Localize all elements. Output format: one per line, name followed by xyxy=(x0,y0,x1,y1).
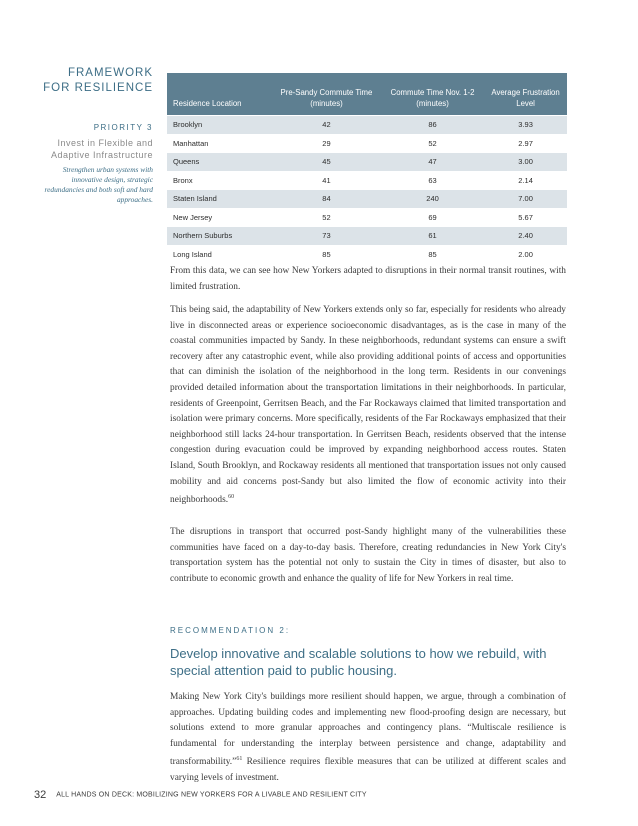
priority-title-line1: Invest in Flexible and xyxy=(57,138,153,148)
footnote-ref: 61 xyxy=(236,756,243,763)
table-row xyxy=(167,208,567,227)
table-cell: 3.00 xyxy=(484,153,567,172)
table-cell: Long Island xyxy=(167,245,272,263)
table-cell: 2.40 xyxy=(484,227,567,246)
paragraph-text: This being said, the adaptability of New Yorkers extends only so far, especially for residents who already live in disconnected areas or experience socioeconomic disadvantages, as is the case in many of the coastal communities impacted by Sandy. In these neighborhoods, redundant systems can ensure a swift recovery after any catastrophic event, while also providing additional points of access and opportunities that can diminish the isolation of the neighborhood in the long term. Residents in our convenings provided detailed information about the transportation limitations in their neighborhoods. In particular, residents of Greenpoint, Gerritsen Beach, and the Far Rockaways claimed that limited transportation and isolation were primary concerns. More specifically, residents of the Far Rockaways emphasized that their neighborhood still lacks 24-hour transportation. In Gerritsen Beach, residents observed that the intense congestion during evacuation could be improved by expanding neighborhood access routes. Staten Island, South Brooklyn, and Rockaway residents all mentioned that transportation issues not only caused mobility and aid concerns post-Sandy but also limited the flow of economic activity into their neighborhoods. xyxy=(170,305,566,506)
priority-label: PRIORITY 3 xyxy=(93,123,153,132)
footer-text: ALL HANDS ON DECK: MOBILIZING NEW YORKERS FOR A LIVABLE AND RESILIENT CITY xyxy=(56,791,367,799)
paragraph-disruptions: The disruptions in transport that occurred post-Sandy highlight many of the vulnerabilities these communities have faced on a day-to-day basis. Therefore, creating redundancies in New York City's transportation system has the potential not only to sustain the City in times of disaster, but also to contribute to economic growth and enhance the quality of life for New Yorkers in real time. xyxy=(170,527,566,584)
table-cell: Bronx xyxy=(167,171,272,190)
paragraph-text: Resilience requires flexible measures that can be utilized at different scales and varying levels of investment. xyxy=(170,757,566,784)
table-cell: 41 xyxy=(272,171,381,190)
paragraph-intro: From this data, we can see how New Yorkers adapted to disruptions in their normal transit routines, with limited frustration. xyxy=(170,266,566,292)
table-cell: 3.93 xyxy=(484,116,567,135)
priority-title xyxy=(23,137,153,161)
table-cell: 45 xyxy=(272,153,381,172)
table-cell: 63 xyxy=(381,171,484,190)
table-row xyxy=(167,245,567,263)
table-cell: Queens xyxy=(167,153,272,172)
framework-line2: FOR RESILIENCE xyxy=(43,82,153,94)
table-cell: 5.67 xyxy=(484,208,567,227)
framework-line1: FRAMEWORK xyxy=(67,67,153,79)
table-cell: Northern Suburbs xyxy=(167,227,272,246)
table-cell: Staten Island xyxy=(167,190,272,209)
table-cell: 61 xyxy=(381,227,484,246)
framework-heading xyxy=(13,66,153,96)
table-cell: 52 xyxy=(381,134,484,153)
table-cell: 240 xyxy=(381,190,484,209)
table-header-row xyxy=(167,73,567,116)
table-cell: 29 xyxy=(272,134,381,153)
table-cell: 86 xyxy=(381,116,484,135)
footnote-ref: 60 xyxy=(228,494,235,501)
page-number: 32 xyxy=(34,789,47,801)
table-cell: 47 xyxy=(381,153,484,172)
table-cell: 2.00 xyxy=(484,245,567,263)
paragraph-buildings xyxy=(170,690,566,787)
table-cell: 42 xyxy=(272,116,381,135)
table-cell: 85 xyxy=(272,245,381,263)
table-cell: 85 xyxy=(381,245,484,263)
table-cell: Manhattan xyxy=(167,134,272,153)
table-cell: 2.97 xyxy=(484,134,567,153)
paragraph-text: Making New York City's buildings more resilient should happen, we argue, through a combination of approaches. Updating building codes and implementing new flood-proofing design are necessary, but solutions extend to more granular approaches and contingency plans. “Multiscale resilience is fundamental for understanding the interplay between persistence and change, adaptability and transformability.” xyxy=(170,692,566,768)
header-residence: Residence Location xyxy=(167,73,272,116)
table-cell: 84 xyxy=(272,190,381,209)
table-cell: New Jersey xyxy=(167,208,272,227)
table-row xyxy=(167,227,567,246)
table-cell: 73 xyxy=(272,227,381,246)
commute-table xyxy=(167,73,567,263)
table-cell: 52 xyxy=(272,208,381,227)
paragraph-adaptability xyxy=(170,303,566,509)
priority-title-line2: Adaptive Infrastructure xyxy=(50,150,153,160)
table-row xyxy=(167,116,567,135)
table-cell: 7.00 xyxy=(484,190,567,209)
recommendation-title: Develop innovative and scalable solutions to how we rebuild, with special attention paid to public housing. xyxy=(170,646,547,678)
table-row xyxy=(167,153,567,172)
table-cell: Brooklyn xyxy=(167,116,272,135)
table-row xyxy=(167,134,567,153)
page-footer xyxy=(34,789,367,801)
header-frustration: Average Frustration Level xyxy=(484,73,567,116)
table-cell: 2.14 xyxy=(484,171,567,190)
table-row xyxy=(167,190,567,209)
priority-description: Strengthen urban systems with innovative design, strategic redundancies and both soft and hard approaches. xyxy=(44,165,153,204)
header-pre-sandy: Pre-Sandy Commute Time (minutes) xyxy=(272,73,381,116)
table-row xyxy=(167,171,567,190)
table-cell: 69 xyxy=(381,208,484,227)
recommendation-label: RECOMMENDATION 2: xyxy=(170,626,291,635)
header-commute-nov: Commute Time Nov. 1-2 (minutes) xyxy=(381,73,484,116)
